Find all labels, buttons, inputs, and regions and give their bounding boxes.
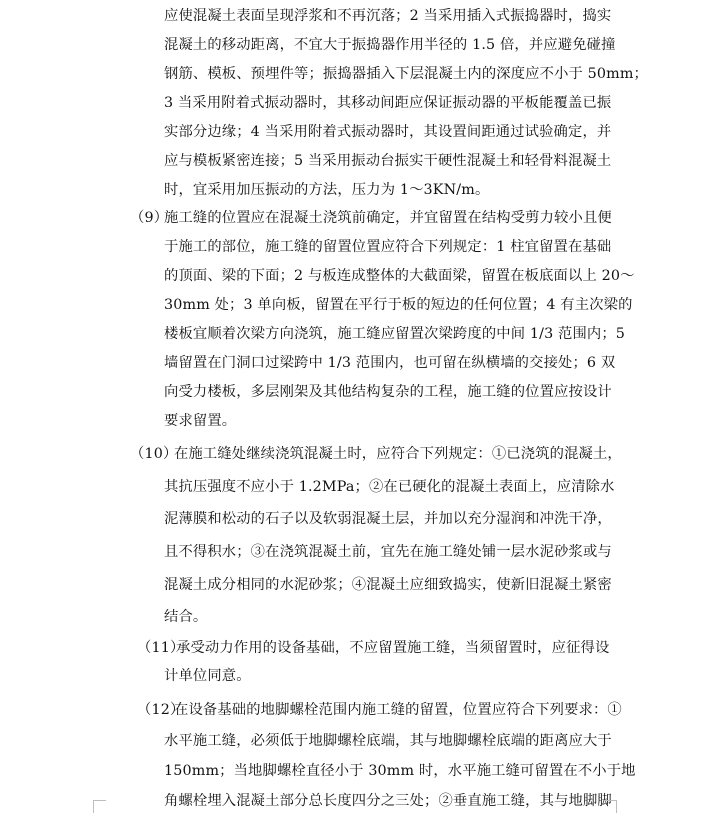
paragraph-12-line: 角螺栓埋入混凝土部分总长度四分之三处；②垂直施工缝，其与地脚脚	[164, 793, 612, 809]
paragraph-10-line: 在施工缝处继续浇筑混凝土时，应符合下列规定：①已浇筑的混凝土，	[174, 446, 622, 462]
paragraph-11-number: （11）	[137, 640, 185, 656]
paragraph-10-number: （10）	[130, 446, 178, 462]
paragraph-8-line: 应与模板紧密连接；5 当采用振动台振实干硬性混凝土和轻骨料混凝土	[164, 153, 612, 169]
page-margin-corner-mark	[93, 800, 106, 813]
paragraph-10-line: 且不得积水；③在浇筑混凝土前，宜先在施工缝处铺一层水泥砂浆或与	[164, 544, 612, 560]
paragraph-10-line: 泥薄膜和松动的石子以及软弱混凝土层，并加以充分湿润和冲洗干净，	[164, 511, 612, 527]
paragraph-10-line: 混凝土成分相同的水泥砂浆；④混凝土应细致捣实，使新旧混凝土紧密	[164, 577, 612, 593]
paragraph-8-line: 时，宜采用加压振动的方法，压力为 1～3KN/m。	[164, 182, 490, 198]
paragraph-8-line: 钢筋、模板、预埋件等；振捣器插入下层混凝土内的深度应不小于 50mm；	[164, 66, 649, 82]
paragraph-10-line: 结合。	[164, 609, 208, 625]
paragraph-8-line: 3 当采用附着式振动器时，其移动间距应保证振动器的平板能覆盖已振	[164, 95, 612, 111]
paragraph-8-line: 混凝土的移动距离，不宜大于振捣器作用半径的 1.5 倍，并应避免碰撞	[164, 37, 616, 53]
paragraph-10-line: 其抗压强度不应小于 1.2MPa；②在已硬化的混凝土表面上，应清除水	[164, 479, 615, 495]
paragraph-12-line: 在设备基础的地脚螺栓范围内施工缝的留置，位置应符合下列要求：①	[174, 702, 622, 718]
paragraph-9-line: 要求留置。	[164, 413, 237, 429]
paragraph-9-line: 楼板宜顺着次梁方向浇筑，施工缝应留置次梁跨度的中间 1/3 范围内；5	[164, 326, 626, 342]
paragraph-11-line: 计单位同意。	[164, 668, 251, 684]
paragraph-9-line: 的顶面、梁的下面；2 与板连成整体的大截面梁，留置在板底面以上 20～	[164, 268, 635, 284]
paragraph-12-number: （12）	[137, 702, 185, 718]
paragraph-11-line: 承受动力作用的设备基础，不应留置施工缝，当须留置时，应征得设	[176, 640, 610, 656]
paragraph-9-number: （9）	[130, 210, 169, 226]
paragraph-9-line: 墙留置在门洞口过梁跨中 1/3 范围内，也可留在纵横墙的交接处；6 双	[164, 355, 616, 371]
paragraph-8-line: 应使混凝土表面呈现浮浆和不再沉落；2 当采用插入式振捣器时，捣实	[164, 8, 612, 24]
paragraph-9-line: 30mm 处；3 单向板，留置在平行于板的短边的任何位置；4 有主次梁的	[164, 297, 633, 313]
paragraph-9-line: 于施工的部位，施工缝的留置位置应符合下列规定：1 柱宜留置在基础	[164, 239, 612, 255]
paragraph-9-line: 向受力楼板，多层刚架及其他结构复杂的工程，施工缝的位置应按设计	[164, 384, 612, 400]
page-margin-corner-mark	[604, 800, 617, 813]
paragraph-9-line: 施工缝的位置应在混凝土浇筑前确定，并宜留置在结构受剪力较小且便	[164, 210, 612, 226]
paragraph-8-line: 实部分边缘；4 当采用附着式振动器时，其设置间距通过试验确定，并	[164, 124, 612, 140]
paragraph-12-line: 水平施工缝，必须低于地脚螺栓底端，其与地脚螺栓底端的距离应大于	[164, 733, 612, 749]
paragraph-12-line: 150mm；当地脚螺栓直径小于 30mm 时，水平施工缝可留置在不小于地	[164, 763, 636, 779]
